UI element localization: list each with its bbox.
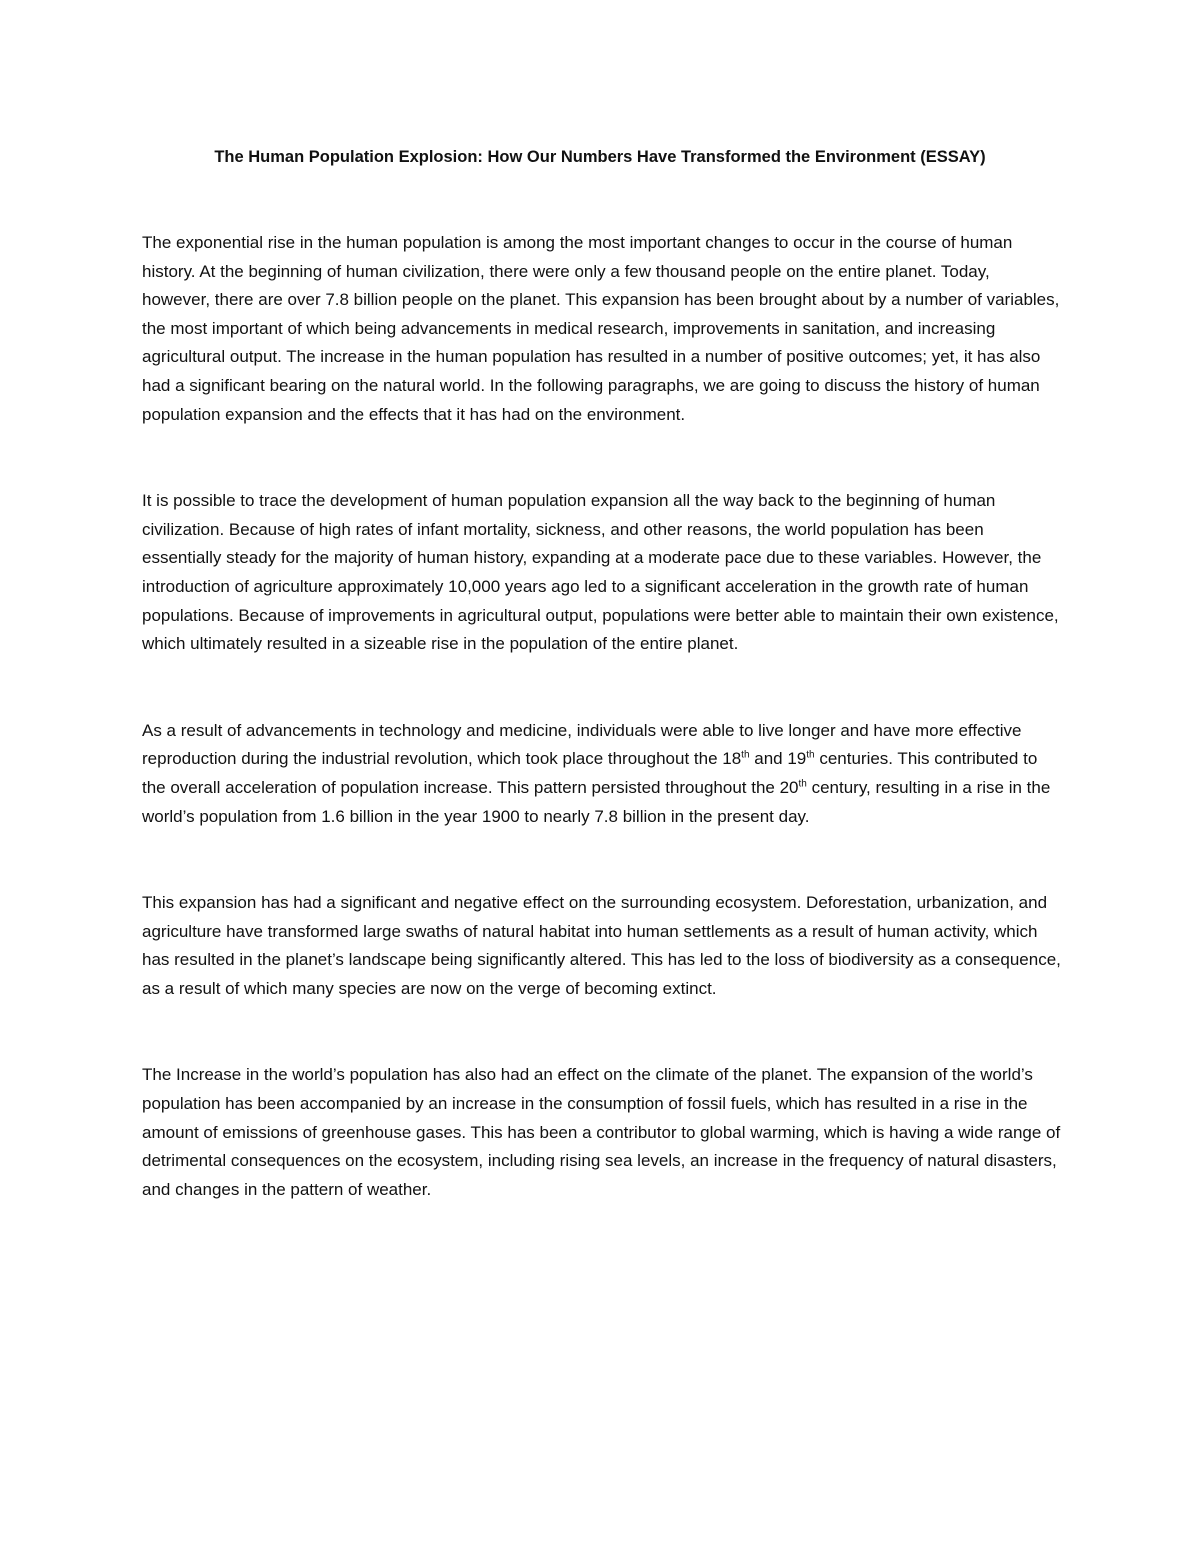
essay-body [142, 229, 1062, 1204]
superscript-th-18: th [741, 749, 750, 761]
paragraph-4: This expansion has had a significant and negative effect on the surrounding ecosystem. Deforestation, urbanization, and agriculture have transformed large swaths of natural habitat into human settlements as a result of human activity, which has resulted in the planet’s landscape being significantly altered. This has led to the loss of biodiversity as a consequence, as a result of which many species are now on the verge of becoming extinct. [142, 893, 1061, 998]
superscript-th-19: th [806, 749, 815, 761]
superscript-th-20: th [798, 778, 807, 790]
paragraph-3 [142, 717, 1062, 831]
paragraph-3-text-1: As a result of advancements in technology and medicine, individuals were able to live longer and have more effective reproduction during the industrial revolution, which took place throughout the 18 [142, 720, 1022, 769]
paragraph-5: The Increase in the world’s population has also had an effect on the climate of the planet. The expansion of the world’s population has been accompanied by an increase in the consumption of fossil fuels, which has resulted in a rise in the amount of emissions of greenhouse gases. This has been a contributor to global warming, which is having a wide range of detrimental consequences on the ecosystem, including rising sea levels, an increase in the frequency of natural disasters, and changes in the pattern of weather. [142, 1065, 1061, 1199]
paragraph-2: It is possible to trace the development of human population expansion all the way back to the beginning of human civilization. Because of high rates of infant mortality, sickness, and other reasons, the world population has been essentially steady for the majority of human history, expanding at a moderate pace due to these variables. However, the introduction of agriculture approximately 10,000 years ago led to a significant acceleration in the growth rate of human populations. Because of improvements in agricultural output, populations were better able to maintain their own existence, which ultimately resulted in a sizeable rise in the population of the entire planet. [142, 491, 1059, 654]
paragraph-3-text-4: century, resulting in a rise in the world’s population from 1.6 billion in the year 1900 to nearly 7.8 billion in the present day. [142, 777, 1051, 826]
paragraph-1: The exponential rise in the human population is among the most important changes to occur in the course of human history. At the beginning of human civilization, there were only a few thousand people on the entire planet. Today, however, there are over 7.8 billion people on the planet. This expansion has been brought about by a number of variables, the most important of which being advancements in medical research, improvements in sanitation, and increasing agricultural output. The increase in the human population has resulted in a number of positive outcomes; yet, it has also had a significant bearing on the natural world. In the following paragraphs, we are going to discuss the history of human population expansion and the effects that it has had on the environment. [142, 233, 1060, 424]
essay-title: The Human Population Explosion: How Our Numbers Have Transformed the Environment (ESSAY) [214, 148, 986, 166]
paragraph-3-text-3: centuries. This contributed to the overall acceleration of population increase. This pattern persisted throughout the 20 [142, 749, 1038, 797]
paragraph-3-text-2: and 19 [749, 749, 807, 769]
